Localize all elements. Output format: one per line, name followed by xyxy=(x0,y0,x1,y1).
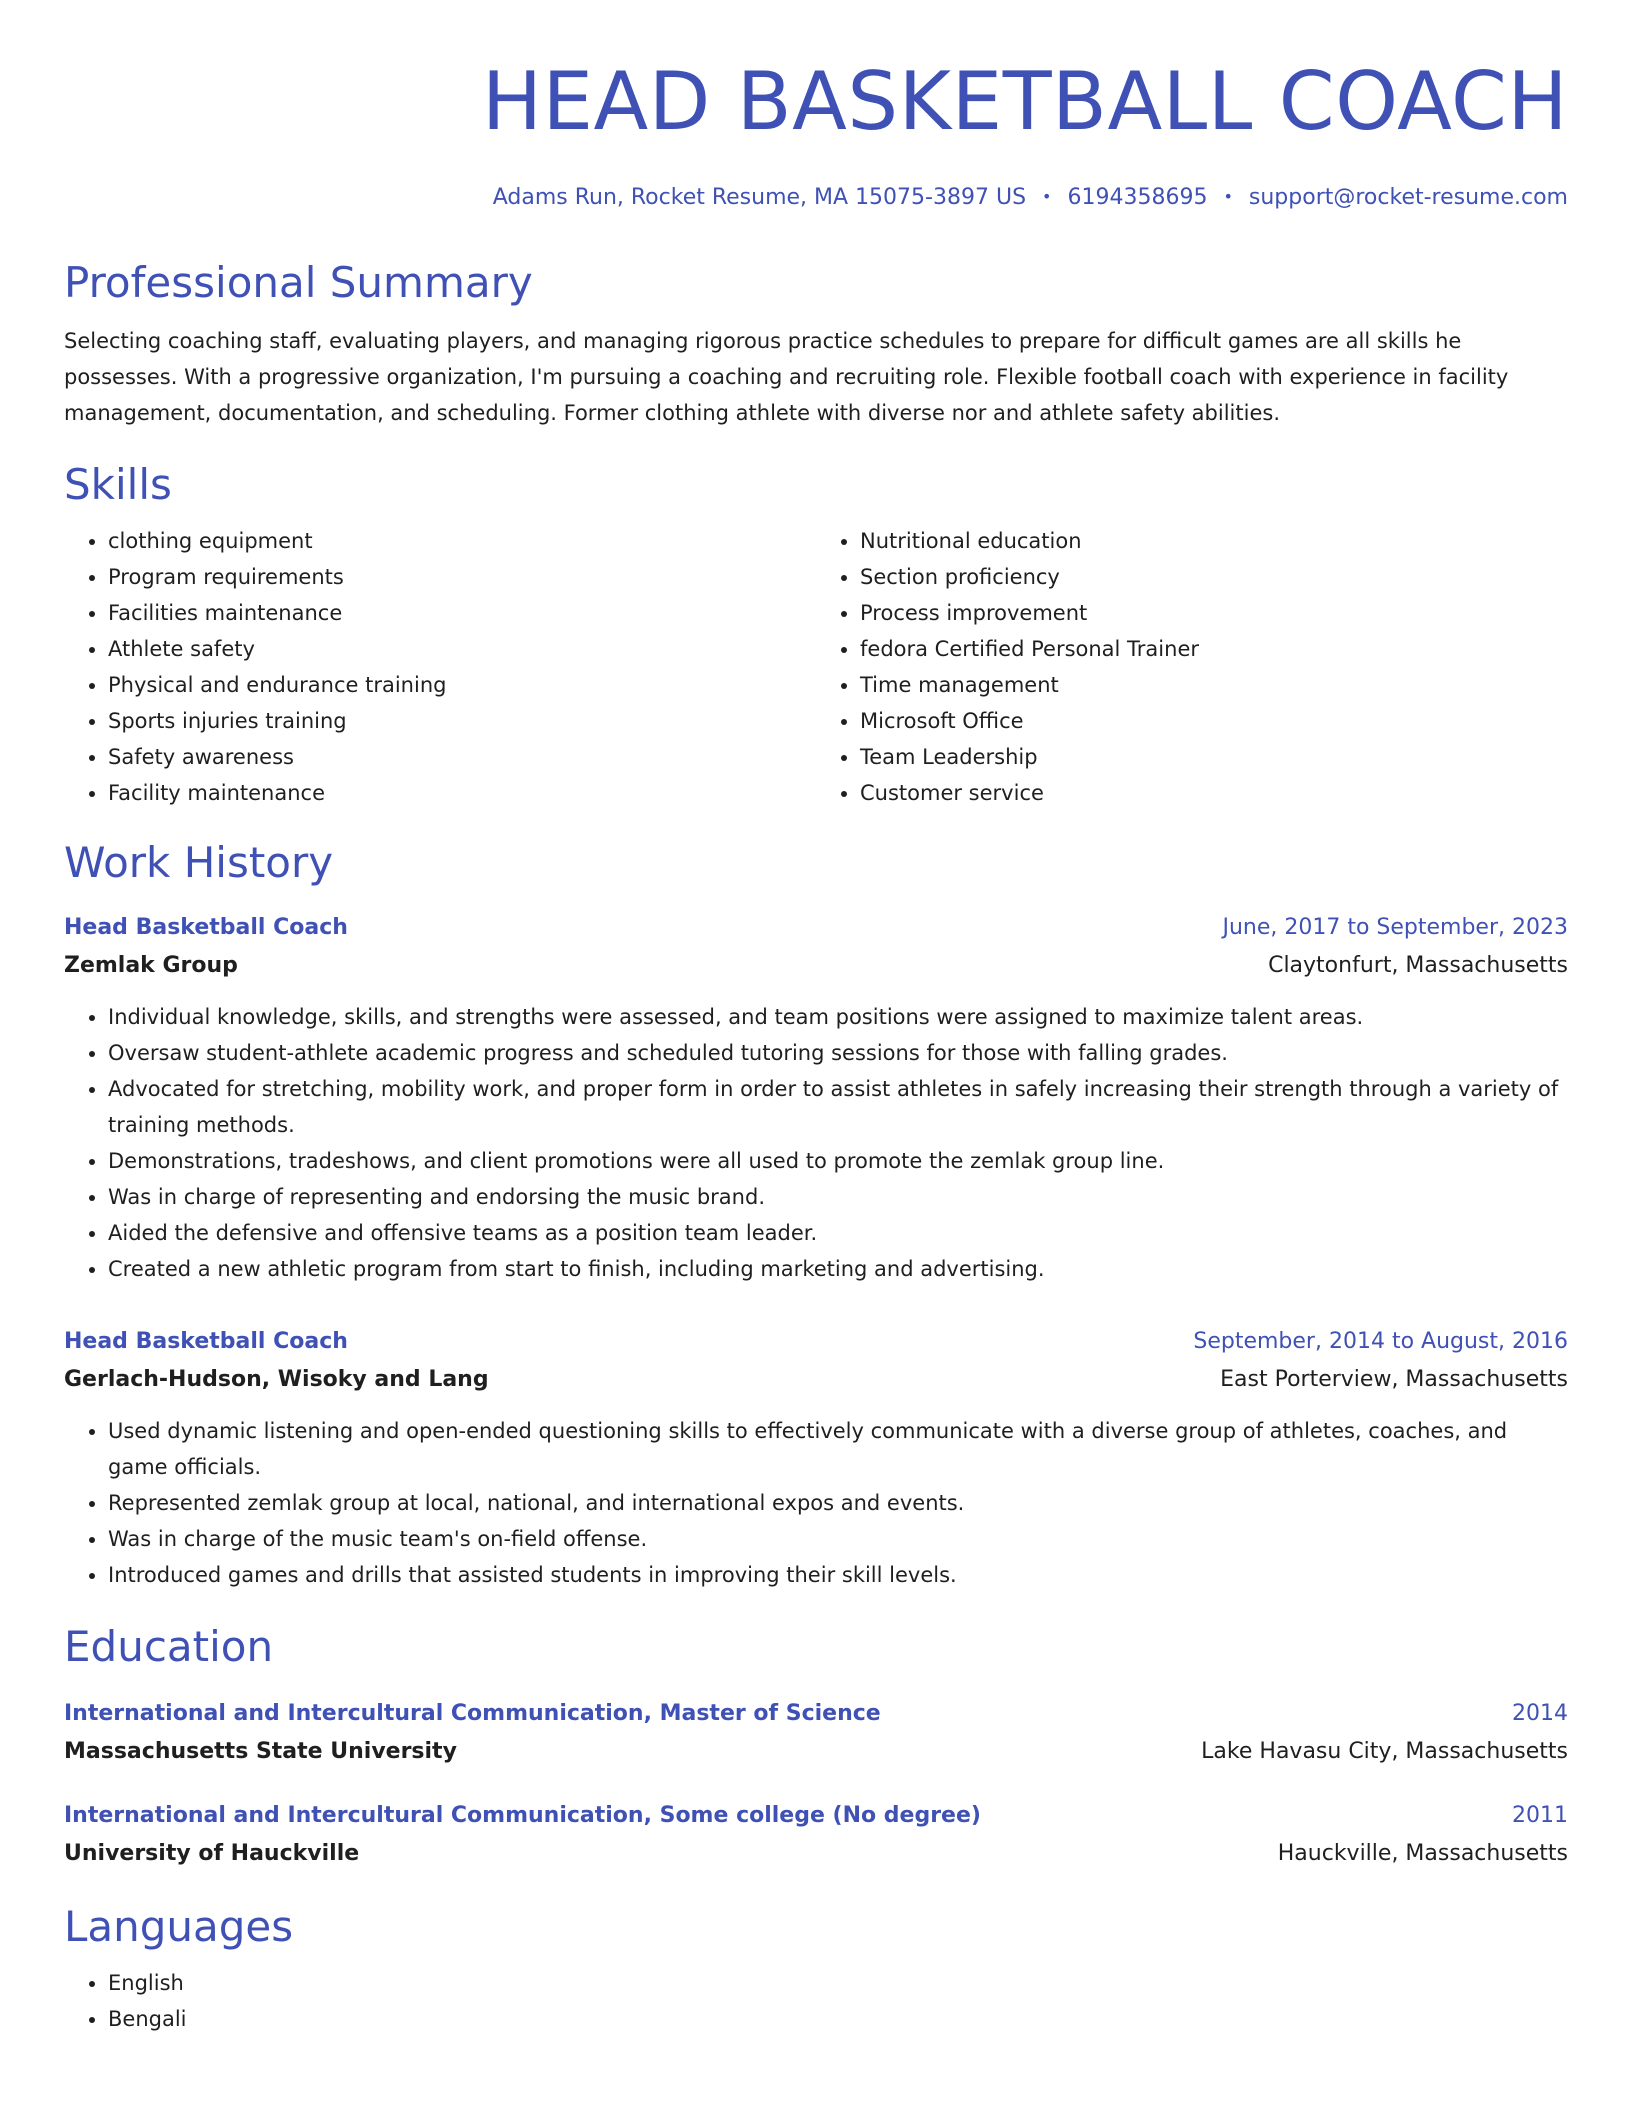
skill-item: • Nutritional education xyxy=(860,523,1568,559)
job-bullet: • Used dynamic listening and open-ended questioning skills to effectively communicate with a diverse group of athletes, coaches, and game officials. xyxy=(108,1413,1568,1485)
job-header xyxy=(64,909,1568,947)
job-subheader xyxy=(64,1361,1568,1399)
skill-item: • Physical and endurance training xyxy=(108,667,816,703)
skill-item: • clothing equipment xyxy=(108,523,816,559)
contact-address: Adams Run, Rocket Resume, MA 15075-3897 US xyxy=(492,185,1027,210)
education-entry xyxy=(64,1797,1568,1873)
skills-column-right xyxy=(816,523,1568,811)
education-degree: International and Intercultural Communication, Some college (No degree) xyxy=(64,1803,981,1828)
job-role: Head Basketball Coach xyxy=(64,915,348,940)
education-degree: International and Intercultural Communication, Master of Science xyxy=(64,1701,881,1726)
contact-phone: 6194358695 xyxy=(1067,185,1208,210)
education-year: 2014 xyxy=(1512,1701,1568,1726)
job-location: Claytonfurt, Massachusetts xyxy=(1268,953,1568,978)
language-item: • Bengali xyxy=(108,2001,1568,2037)
education-school: Massachusetts State University xyxy=(64,1739,457,1764)
skills-column-left xyxy=(64,523,816,811)
job-bullet: • Was in charge of the music team's on-field offense. xyxy=(108,1521,1568,1557)
separator-dot: • xyxy=(1042,187,1052,206)
resume-name: HEAD BASKETBALL COACH xyxy=(481,55,1568,148)
job-bullet: • Advocated for stretching, mobility work, and proper form in order to assist athletes in safely increasing their strength through a variety of training methods. xyxy=(108,1071,1568,1143)
job-company: Gerlach-Hudson, Wisoky and Lang xyxy=(64,1367,489,1392)
education-year: 2011 xyxy=(1512,1803,1568,1828)
education-subheader xyxy=(64,1733,1568,1771)
skill-item: • Section proficiency xyxy=(860,559,1568,595)
job-subheader xyxy=(64,947,1568,985)
job-bullet: • Created a new athletic program from start to finish, including marketing and advertising. xyxy=(108,1251,1568,1287)
education-location: Lake Havasu City, Massachusetts xyxy=(1201,1739,1568,1764)
education-subheader xyxy=(64,1835,1568,1873)
skill-item: • Team Leadership xyxy=(860,739,1568,775)
language-item: • English xyxy=(108,1965,1568,2001)
job-entry xyxy=(64,909,1568,1287)
job-bullet: • Introduced games and drills that assisted students in improving their skill levels. xyxy=(108,1557,1568,1593)
skill-item: • fedora Certified Personal Trainer xyxy=(860,631,1568,667)
contact-email: support@rocket-resume.com xyxy=(1248,185,1568,210)
job-company: Zemlak Group xyxy=(64,953,238,978)
job-bullet: • Demonstrations, tradeshows, and client promotions were all used to promote the zemlak group line. xyxy=(108,1143,1568,1179)
contact-line xyxy=(64,182,1568,213)
section-title-education: Education xyxy=(64,1622,274,1671)
job-location: East Porterview, Massachusetts xyxy=(1220,1367,1568,1392)
skill-item: • Program requirements xyxy=(108,559,816,595)
education-location: Hauckville, Massachusetts xyxy=(1277,1841,1568,1866)
skill-item: • Customer service xyxy=(860,775,1568,811)
section-title-summary: Professional Summary xyxy=(64,258,533,307)
education-school: University of Hauckville xyxy=(64,1841,360,1866)
job-bullets xyxy=(64,1413,1568,1593)
skill-item: • Facility maintenance xyxy=(108,775,816,811)
section-title-skills: Skills xyxy=(64,460,172,509)
skill-item: • Sports injuries training xyxy=(108,703,816,739)
job-entry xyxy=(64,1323,1568,1593)
section-title-work-history: Work History xyxy=(64,838,334,887)
skills-list xyxy=(64,523,1568,811)
job-dates: September, 2014 to August, 2016 xyxy=(1193,1329,1568,1354)
skill-item: • Facilities maintenance xyxy=(108,595,816,631)
job-bullet: • Was in charge of representing and endorsing the music brand. xyxy=(108,1179,1568,1215)
skill-item: • Microsoft Office xyxy=(860,703,1568,739)
job-bullet: • Oversaw student-athlete academic progress and scheduled tutoring sessions for those with falling grades. xyxy=(108,1035,1568,1071)
education-header xyxy=(64,1695,1568,1733)
languages-list xyxy=(64,1965,1568,2037)
separator-dot: • xyxy=(1223,187,1233,206)
summary-text: Selecting coaching staff, evaluating players, and managing rigorous practice schedules to prepare for difficult games are all skills he possesses. With a progressive organization, I'm pursuing a coaching and recruiting role. Flexible football coach with experience in facility management, documentation, and scheduling. Former clothing athlete with diverse nor and athlete safety abilities. xyxy=(64,329,1509,425)
job-dates: June, 2017 to September, 2023 xyxy=(1222,915,1568,940)
skill-item: • Safety awareness xyxy=(108,739,816,775)
job-role: Head Basketball Coach xyxy=(64,1329,348,1354)
education-header xyxy=(64,1797,1568,1835)
skill-item: • Athlete safety xyxy=(108,631,816,667)
job-bullet: • Represented zemlak group at local, national, and international expos and events. xyxy=(108,1485,1568,1521)
job-header xyxy=(64,1323,1568,1361)
section-title-languages: Languages xyxy=(64,1902,294,1951)
job-bullets xyxy=(64,999,1568,1287)
skill-item: • Process improvement xyxy=(860,595,1568,631)
education-entry xyxy=(64,1695,1568,1771)
job-bullet: • Aided the defensive and offensive teams as a position team leader. xyxy=(108,1215,1568,1251)
skill-item: • Time management xyxy=(860,667,1568,703)
job-bullet: • Individual knowledge, skills, and strengths were assessed, and team positions were assigned to maximize talent areas. xyxy=(108,999,1568,1035)
